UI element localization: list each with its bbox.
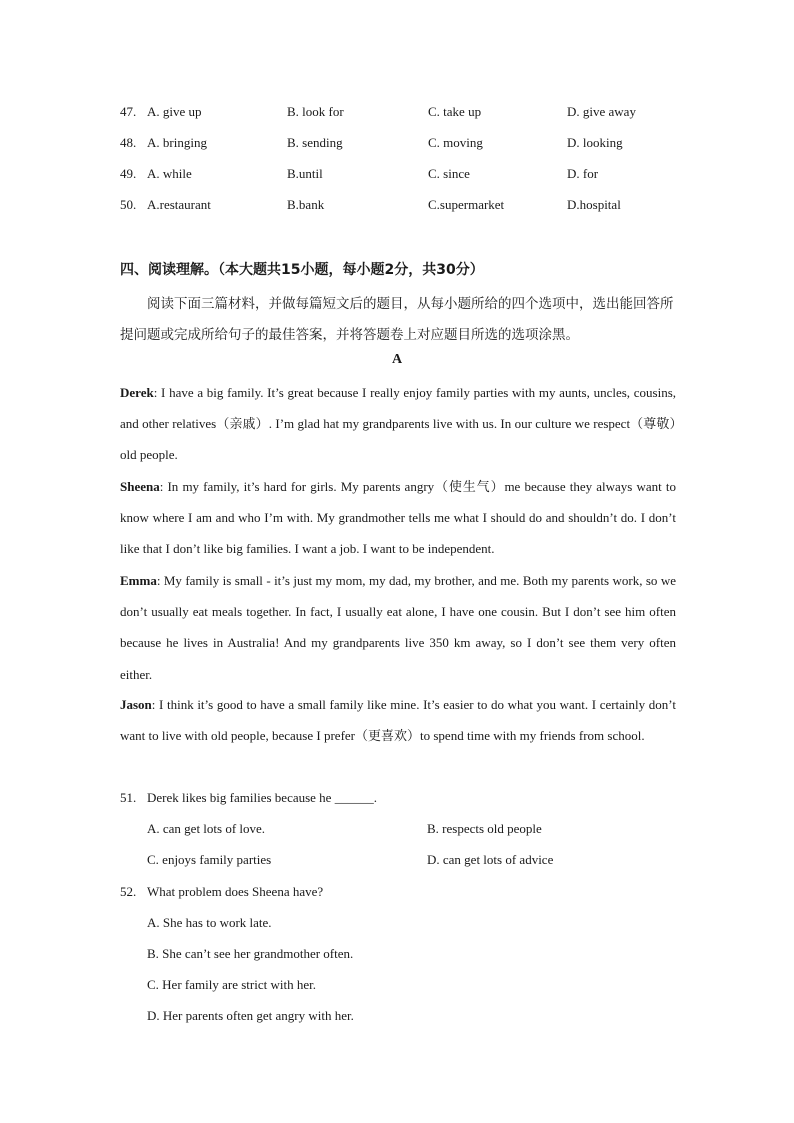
option-a: A. while [147, 166, 192, 181]
option-row-48 [120, 135, 680, 155]
option-row-50 [120, 197, 680, 217]
question-text: What problem does Sheena have? [147, 884, 324, 899]
option-row-47 [120, 104, 680, 124]
paragraph-derek [120, 377, 676, 471]
option-b: B. look for [287, 104, 344, 119]
paragraph-jason [120, 689, 676, 751]
question-number: 49. [120, 166, 137, 181]
paragraph-emma [120, 565, 676, 690]
choice-51-c: C. enjoys family parties [147, 852, 272, 867]
section-instruction: 阅读下面三篇材料，并做每篇短文后的题目，从每小题所给的四个选项中，选出能回答所提问题或完成所给句子的最佳答案，并将答题卷上对应题目所选的选项涂黑。 [120, 296, 674, 343]
speaker-name: Sheena [120, 479, 160, 494]
option-b: B.until [287, 166, 323, 181]
question-number: 50. [120, 197, 137, 212]
paragraph-text: : I think it’s good to have a small family like mine. It’s easier to do what you want. I certainly don’t want to live with old people, because I prefer（更喜欢）to spend time with my friends from school. [120, 697, 676, 744]
option-b: B.bank [287, 197, 325, 212]
paragraph-text: : I have a big family. It’s great because I really enjoy family parties with my aunts, uncles, cousins, and other relatives（亲戚）. I’m glad hat my grandparents live with us. In our culture we respect（尊敬）old people. [120, 385, 676, 463]
option-c: C.supermarket [428, 197, 505, 212]
option-c: C. since [428, 166, 470, 181]
choice-51-d: D. can get lots of advice [427, 852, 554, 867]
paragraph-text: : My family is small - it’s just my mom, my dad, my brother, and me. Both my parents work, so we don’t usually eat meals together. In fact, I usually eat alone, I have one cousin. But I don’t see him often because he lives in Australia! And my grandparents live 350 km away, so I don’t see them very often either. [120, 573, 676, 682]
choice-52-d: D. Her parents often get angry with her. [147, 1008, 354, 1023]
option-d: D. for [567, 166, 599, 181]
option-d: D. looking [567, 135, 623, 150]
option-d: D.hospital [567, 197, 621, 212]
option-b: B. sending [287, 135, 343, 150]
choice-52-b: B. She can’t see her grandmother often. [147, 946, 354, 961]
option-a: A. give up [147, 104, 202, 119]
option-d: D. give away [567, 104, 636, 119]
passage-label: A [391, 352, 403, 367]
section-title: 四、阅读理解。（本大题共15小题，每小题2分，共30分） [120, 262, 484, 278]
choice-51-a: A. can get lots of love. [147, 821, 266, 836]
paragraph-sheena [120, 471, 676, 565]
question-text: Derek likes big families because he ______. [147, 790, 377, 805]
speaker-name: Jason [120, 697, 152, 712]
question-number: 51. [120, 790, 137, 805]
option-a: A.restaurant [147, 197, 211, 212]
choice-51-b: B. respects old people [427, 821, 542, 836]
question-number: 52. [120, 884, 137, 899]
option-row-49 [120, 166, 680, 186]
paragraph-text: : In my family, it’s hard for girls. My parents angry（使生气）me because they always want to know where I am and who I’m with. My grandmother tells me what I should do and shouldn’t do. I don’t like that I don’t like big families. I want a job. I want to be independent. [120, 479, 676, 557]
speaker-name: Emma [120, 573, 157, 588]
question-number: 48. [120, 135, 137, 150]
choice-52-c: C. Her family are strict with her. [147, 977, 316, 992]
speaker-name: Derek [120, 385, 154, 400]
choice-52-a: A. She has to work late. [147, 915, 272, 930]
option-a: A. bringing [147, 135, 207, 150]
option-c: C. take up [428, 104, 482, 119]
question-number: 47. [120, 104, 137, 119]
option-c: C. moving [428, 135, 483, 150]
